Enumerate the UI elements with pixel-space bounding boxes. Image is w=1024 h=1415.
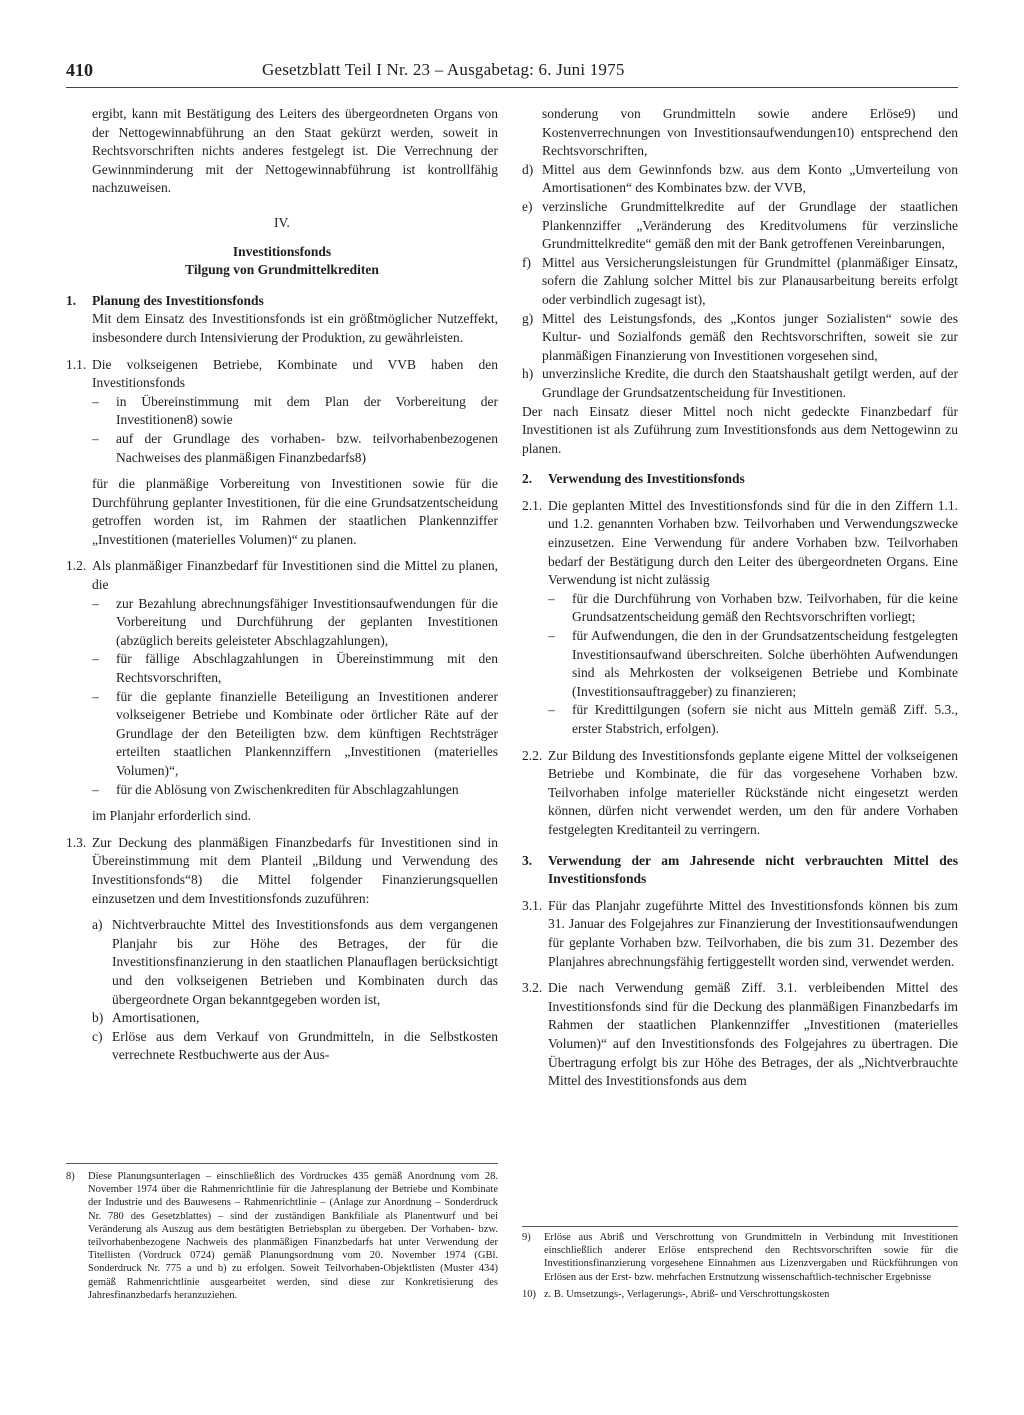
heading-title: Verwendung der am Jahresende nicht verbrauchten Mittel des Investitionsfonds (548, 852, 958, 887)
dash-item: – zur Bezahlung abrechnungsfähiger Investitionsaufwendungen für die Vorbereitung und Durchführung der geplanten Investitionen (abzüglich bereits geleisteter Abschlagzahlungen), (92, 595, 498, 651)
paragraph: Der nach Einsatz dieser Mittel noch nicht gedeckte Finanzbedarf für Investitionen ist als Zuführung zum Investitionsfonds aus dem Nettogewinn zu planen. (522, 403, 958, 456)
clause-text: Als planmäßiger Finanzbedarf für Investitionen sind die Mittel zu planen, die (92, 558, 498, 593)
section-numeral: IV. (274, 214, 290, 230)
dash-text: für die Durchführung von Vorhaben bzw. Teilvorhaben, für die keine Grundsatzentscheidung gemäß den Rechtsvorschriften vorliegt; (572, 590, 958, 625)
paragraph: Mit dem Einsatz des Investitionsfonds ist ein größtmöglicher Nutzeffekt, insbesondere durch Intensivierung der Produktion, zu gewährleisten. (92, 311, 498, 345)
clause-text: Zur Bildung des Investitionsfonds geplante eigene Mittel der volkseigenen Betriebe und Kombinate, die für das vorgesehene Vorhaben bzw. Teilvorhaben infolge materieller Rückstände nicht eingesetzt werden können, dürfen nicht verwendet werden, um den für andere Vorhaben festgelegten Kreditanteil zu verringern. (548, 747, 958, 837)
list-item-e (522, 198, 958, 254)
list-label: c) (92, 1028, 103, 1044)
dash-text: für Aufwendungen, die den in der Grundsatzentscheidung festgelegten Investitionsaufwand überschreiten. Solche überhöhten Aufwendungen sind als Mehrkosten der volkseigenen Betriebe und Kombinate (Investitionsauftraggeber) zu finanzieren; (572, 628, 958, 699)
clause-3-2 (522, 979, 958, 1091)
list-label: b) (92, 1010, 104, 1026)
heading-number: 2. (522, 471, 533, 487)
clause-number: 2.1. (522, 497, 543, 513)
list-label: a) (92, 917, 103, 933)
list-item-c-continued (522, 105, 958, 161)
list-text: Nichtverbrauchte Mittel des Investitionsfonds aus dem vergangenen Planjahr bis zur Höhe des Betrages, der für die Investitionsfinanzierung in den staatlichen Planauflagen berücksichtigt und den volkseigenen Betrieben und Kombinaten durch das übergeordnete Organ bekanntgegeben worden ist, (112, 917, 498, 1007)
list-text: sonderung von Grundmitteln sowie andere Erlöse9) und Kostenverrechnungen von Investitionsaufwendungen10) entsprechend den Rechtsvorschriften, (542, 106, 958, 159)
clause-number: 2.2. (522, 747, 543, 763)
clause-text: Die geplanten Mittel des Investitionsfonds sind für die in den Ziffern 1.1. und 1.2. genannten Vorhaben bzw. Teilvorhaben und Verwendungszwecke einzusetzen. Eine Verwendung für andere Vorhaben bzw. Teilvorhaben bedarf der Bestätigung durch den Leiter des übergeordneten Organs. Eine Verwendung ist nicht zulässig (548, 497, 958, 588)
header-rule (66, 87, 958, 88)
list-item-h (522, 365, 958, 402)
running-title: Gesetzblatt Teil I Nr. 23 – Ausgabetag: 6. Juni 1975 (262, 60, 625, 79)
heading-number: 3. (522, 852, 533, 868)
page-number: 410 (66, 60, 93, 80)
dash-item: – für fällige Abschlagzahlungen in Übereinstimmung mit den Rechtsvorschriften, (92, 650, 498, 687)
dash-text: für die Ablösung von Zwischenkrediten für Abschlagzahlungen (116, 781, 459, 797)
list-label: e) (522, 198, 533, 214)
dash-item: – für Kredittilgungen (sofern sie nicht aus Mitteln gemäß Ziff. 5.3., erster Stabstrich, erfolgen). (548, 701, 958, 738)
list-item-a (92, 916, 498, 1009)
dash-item: – für Aufwendungen, die den in der Grundsatzentscheidung festgelegten Investitionsaufwand überschreiten. Solche überhöhten Aufwendungen sind als Mehrkosten der volkseigenen Betriebe und Kombinate (Investitionsauftraggeber) zu finanzieren; (548, 627, 958, 701)
footnote-8 (66, 1170, 498, 1302)
list-item-c (92, 1028, 498, 1065)
section-title-1: Investitionsfonds (232, 243, 332, 259)
footnotes-left (66, 1163, 498, 1306)
footnote-9 (522, 1231, 958, 1284)
right-column (522, 105, 958, 1091)
clause-text: Die volkseigenen Betriebe, Kombinate und VVB haben den Investitionsfonds (92, 356, 498, 391)
footnote-text: z. B. Umsetzungs-, Verlagerungs-, Abriß- und Verschrottungskosten (544, 1288, 830, 1300)
list-item-g (522, 310, 958, 366)
clause-2-2 (522, 747, 958, 840)
dash-text: für Kredittilgungen (sofern sie nicht aus Mitteln gemäß Ziff. 5.3., erster Stabstrich, erfolgen). (572, 702, 958, 736)
clause-text: Zur Deckung des planmäßigen Finanzbedarfs für Investitionen sind in Übereinstimmung mit dem Planteil „Bildung und Verwendung des Investitionsfonds“8) die Mittel folgender Finanzierungsquellen einzusetzen und dem Investitionsfonds zuzuführen: (92, 834, 498, 906)
dash-item: – auf der Grundlage des vorhaben- bzw. teilvorhabenbezogenen Nachweises des planmäßigen Finanzbedarfs8) (92, 430, 498, 467)
list-item-b (92, 1009, 498, 1028)
footnote-number: 8) (66, 1171, 75, 1182)
clause-1-1 (66, 356, 498, 393)
footnote-number: 10) (522, 1288, 536, 1300)
dash-text: zur Bezahlung abrechnungsfähiger Investitionsaufwendungen für die Vorbereitung und Durchführung der geplanten Investitionen (abzüglich bereits geleisteter Abschlagzahlungen), (116, 595, 498, 648)
list-text: Erlöse aus dem Verkauf von Grundmitteln, in die Selbstkosten verrechnete Restbuchwerte aus der Aus- (112, 1028, 498, 1063)
footnote-10 (522, 1288, 958, 1301)
dash-text: für die geplante finanzielle Beteiligung an Investitionen anderer volkseigener Betriebe und Kombinate oder örtlicher Räte auf der Grundlage der den Beteiligten bzw. dem künftigen Rechtsträger erteilten staatlichen Plankennziffern „Investitionen (materielles Volumen)“, (116, 688, 498, 778)
clause-text: Die nach Verwendung gemäß Ziff. 3.1. verbleibenden Mittel des Investitionsfonds sind für die Deckung des planmäßigen Finanzbedarfs im Rahmen der staatlichen Plankennziffer „Investitionen (materielles Volumen)“ auf den Investitionsfonds des Folgejahres zu übertragen. Die Übertragung erfolgt bis zur Höhe des Betrages, der als „Nichtverbrauchte Mittel des Investitionsfonds aus dem (548, 980, 958, 1089)
list-text: verzinsliche Grundmittelkredite auf der Grundlage der staatlichen Plankennziffer „Veränderung des Kreditvolumens für verzinsliche Grundmittelkredite“ gemäß den mit der Bank getroffenen Vereinbarungen, (542, 198, 958, 252)
clause-number: 3.2. (522, 980, 543, 996)
list-label: h) (522, 366, 534, 382)
footnote-text: Diese Planungsunterlagen – einschließlich des Vordruckes 435 gemäß Anordnung vom 28. November 1974 über die Rahmenrichtlinie für die Jahresplanung der Betriebe und Kombinate der Industrie und des Bauwesens – Rahmenrichtlinie – (Anlage zur Anordnung – Sonderdruck Nr. 780 des Gesetzblattes) – sind der zuständigen Bankfiliale als Planentwurf und bei Veränderung als Auszug aus dem bestätigten Betriebsplan zu übergeben. Der Vorhaben- bzw. teilvorhabenbezogene Nachweis des planmäßigen Finanzbedarfs hat unter Verwendung der Titellisten (Vordruck 0724) gemäß Planungsordnung vom 20. November 1974 (GBl. Sonderdruck Nr. 775 a und b) zu erfolgen. Soweit Teilvorhaben-Objektlisten (Muster 434) gemäß Rahmenrichtlinie ausgearbeitet werden, sind diese zur Konkretisierung des Jahresfinanzbedarfs heranzuziehen. (88, 1171, 498, 1301)
list-text: Mittel aus dem Gewinnfonds bzw. aus dem Konto „Umverteilung von Amortisationen“ des Kombinates bzw. der VVB, (542, 161, 958, 196)
dash-item: – für die geplante finanzielle Beteiligung an Investitionen anderer volkseigener Betriebe und Kombinate oder örtlicher Räte auf der Grundlage der den Beteiligten bzw. dem künftigen Rechtsträger erteilten staatlichen Plankennziffern „Investitionen (materielles Volumen)“, (92, 688, 498, 781)
list-text: Mittel aus Versicherungsleistungen für Grundmittel (planmäßiger Einsatz, sofern die Zahlung solcher Mittel bis zur Planausarbeitung bereits erfolgt oder verbindlich zugesagt ist), (542, 254, 958, 307)
clause-3-1 (522, 897, 958, 971)
clause-number: 1.1. (66, 356, 87, 372)
clause-text: Für das Planjahr zugeführte Mittel des Investitionsfonds können bis zum 31. Januar des Folgejahres zur Finanzierung der Investitionsaufwendungen für geplante Vorhaben bzw. Teilvorhaben, die bis zum 31. Dezember des Planjahres abrechnungsfähig fertiggestellt worden sind, verwendet werden. (548, 897, 958, 969)
clause-number: 1.3. (66, 834, 87, 850)
dash-text: in Übereinstimmung mit dem Plan der Vorbereitung der Investitionen8) sowie (116, 393, 498, 428)
clause-2-1 (522, 497, 958, 590)
page-header (0, 60, 1024, 88)
clause-1-2 (66, 557, 498, 594)
dash-item: – in Übereinstimmung mit dem Plan der Vorbereitung der Investitionen8) sowie (92, 393, 498, 430)
dash-item: – für die Ablösung von Zwischenkrediten für Abschlagzahlungen (92, 781, 498, 800)
list-text: Mittel des Leistungsfonds, des „Kontos junger Sozialisten“ sowie des Kultur- und Sozialfonds gemäß den Rechtsvorschriften, soweit sie zur planmäßigen Finanzierung von Investitionen vorgesehen sind, (542, 310, 958, 363)
list-label: d) (522, 161, 534, 177)
list-text: unverzinsliche Kredite, die durch den Staatshaushalt getilgt werden, auf der Grundlage der Grundsatzentscheidung für Investitionen. (542, 366, 958, 400)
heading-3 (522, 852, 958, 889)
left-column (66, 105, 498, 1065)
list-item-f (522, 254, 958, 310)
list-label: f) (522, 254, 531, 270)
list-label: g) (522, 310, 534, 326)
clause-number: 3.1. (522, 897, 543, 913)
footnote-number: 9) (522, 1232, 531, 1243)
footnote-text: Erlöse aus Abriß und Verschrottung von Grundmitteln in Verbindung mit Investitionen einschließlich anderer Erlöse entsprechend den Rechtsvorschriften sowie für die Investitionsfinanzierung vorgesehene Einnahmen aus Lizenzvergaben und Rückführungen von Erlösen aus der Erst- bzw. mehrfachen Erstnutzung wissenschaftlich-technischer Ergebnisse (544, 1232, 958, 1283)
section-title-2: Tilgung von Grundmittelkrediten (185, 262, 379, 278)
heading-1 (66, 292, 498, 311)
clause-number: 1.2. (66, 558, 87, 574)
intro-paragraph: ergibt, kann mit Bestätigung des Leiters des übergeordneten Organs von der Nettogewinnabführung an den Staat gekürzt werden, soweit in Rechtsvorschriften nichts anderes festgelegt ist. Die Verrechnung der Gewinnminderung mit der Nettogewinnabführung ist kontrollfähig nachzuweisen. (92, 106, 498, 196)
heading-number: 1. (66, 292, 77, 308)
paragraph: im Planjahr erforderlich sind. (92, 808, 251, 824)
heading-title: Verwendung des Investitionsfonds (548, 471, 745, 487)
list-text: Amortisationen, (112, 1010, 200, 1026)
clause-1-3 (66, 834, 498, 908)
dash-text: für fällige Abschlagzahlungen in Übereinstimmung mit den Rechtsvorschriften, (116, 651, 498, 686)
footnotes-right (522, 1226, 958, 1305)
dash-item: – für die Durchführung von Vorhaben bzw. Teilvorhaben, für die keine Grundsatzentscheidung gemäß den Rechtsvorschriften vorliegt; (548, 590, 958, 627)
heading-title: Planung des Investitionsfonds (92, 292, 264, 308)
heading-2 (522, 470, 958, 489)
list-item-d (522, 161, 958, 198)
dash-text: auf der Grundlage des vorhaben- bzw. teilvorhabenbezogenen Nachweises des planmäßigen Finanzbedarfs8) (116, 430, 498, 465)
paragraph: für die planmäßige Vorbereitung von Investitionen sowie für die Durchführung geplanter Investitionen, für die eine Grundsatzentscheidung getroffen worden ist, im Rahmen der staatlichen Plankennziffer „Investitionen (materielles Volumen)“ zu planen. (92, 476, 498, 547)
